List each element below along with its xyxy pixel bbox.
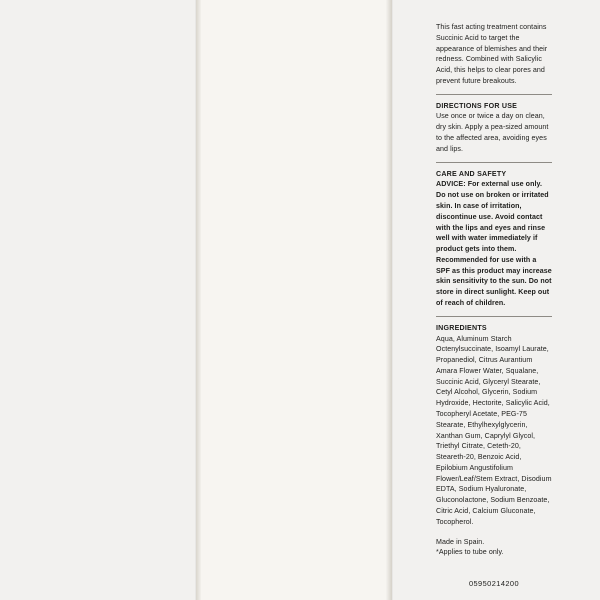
ingredients-body: Aqua, Aluminum Starch Octenylsuccinate, Isoamyl Laurate, Propanediol, Citrus Aurantium Amara Flower Water, Squalane, Succinic Acid, Glyceryl Stearate, Cetyl Alcohol, Glycerin, Sodium Hydroxide, Hectorite, Salicylic Acid, Tocopheryl Acetate, PEG-75 Stearate, Ethylhexylglycerin, Xanthan Gum, Caprylyl Glycol, Triethyl Citrate, Ceteth-20, Steareth-20, Benzoic Acid, Epilobium Angustifolium Flower/Leaf/Stem Extract, Disodium EDTA, Sodium Hyaluronate, Gluconolactone, Sodium Benzoate, Citric Acid, Calcium Gluconate, Tocopherol. <box>436 334 552 526</box>
directions-heading: DIRECTIONS FOR USE <box>436 101 518 110</box>
product-carton <box>196 0 552 600</box>
ingredients-heading: INGREDIENTS <box>436 323 487 332</box>
care-safety-heading: CARE AND SAFETY <box>436 169 507 178</box>
tube-note-text: *Applies to tube only. <box>436 548 504 557</box>
divider-1 <box>436 94 552 95</box>
divider-3 <box>436 316 552 317</box>
carton-text-panel <box>436 22 552 589</box>
carton-edge-right <box>386 0 392 600</box>
origin-text: Made in Spain. <box>436 537 485 546</box>
divider-2 <box>436 162 552 163</box>
carton-edge-left <box>196 0 201 600</box>
barcode-number: 05950214200 <box>468 579 520 589</box>
directions-body: Use once or twice a day on clean, dry skin. Apply a pea-sized amount to the affected area, avoiding eyes and lips. <box>436 112 549 153</box>
background-left <box>0 0 196 600</box>
intro-paragraph: This fast acting treatment contains Succinic Acid to target the appearance of blemishes and their redness. Combined with Salicylic Acid, this helps to clear pores and prevent future breakouts. <box>436 23 548 85</box>
care-safety-body: ADVICE: For external use only. Do not use on broken or irritated skin. In case of irritation, discontinue use. Avoid contact with the lips and eyes and rinse well with water immediately if product gets into them. Recommended for use with a SPF as this product may increase skin sensitivity to the sun. Do not store in direct sunlight. Keep out of reach of children. <box>436 180 552 307</box>
carton-footer <box>436 537 552 559</box>
